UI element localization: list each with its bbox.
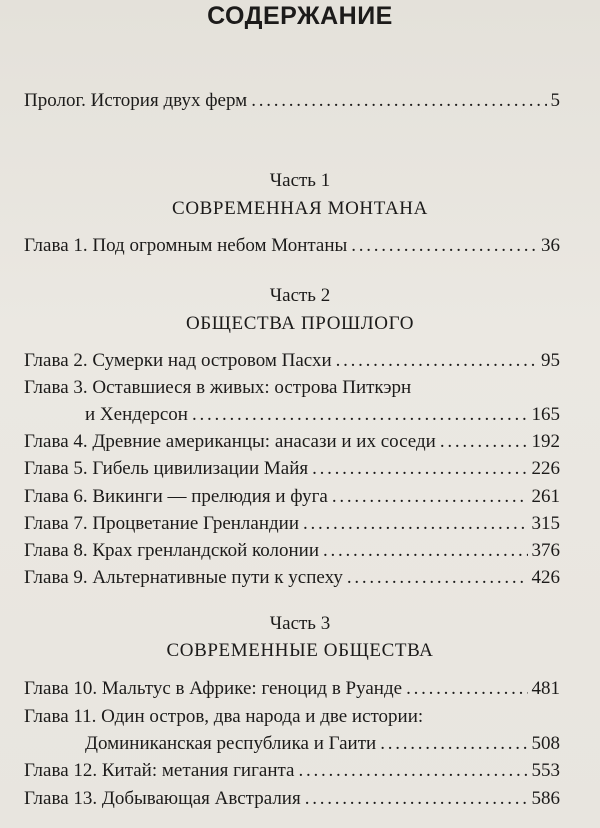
dot-leader	[303, 513, 527, 535]
toc-entry	[24, 760, 560, 786]
entry-label: Глава 4. Древние американцы: анасази и их соседи	[24, 431, 436, 452]
toc-entry	[24, 513, 560, 539]
dot-leader	[440, 431, 528, 453]
entry-page-number: 95	[541, 350, 560, 371]
dot-leader	[332, 486, 528, 508]
entry-label: и Хендерсон	[85, 404, 188, 425]
toc-entry	[24, 486, 560, 512]
entry-label: Глава 5. Гибель цивилизации Майя	[24, 458, 309, 479]
dot-leader	[380, 733, 527, 755]
toc-entry	[24, 678, 560, 704]
entry-label: Глава 12. Китай: метания гиганта	[24, 760, 295, 781]
entry-label: Глава 13. Добывающая Австралия	[24, 788, 301, 809]
entry-label: Глава 9. Альтернативные пути к успеху	[24, 567, 343, 588]
entry-label: Глава 6. Викинги — прелюдия и фуга	[24, 486, 328, 507]
toc-entry-prologue	[24, 90, 560, 116]
toc-entry	[24, 567, 560, 593]
part-number: Часть 3	[269, 613, 331, 634]
dot-leader	[336, 350, 537, 372]
entry-label: Глава 2. Сумерки над островом Пасхи	[24, 350, 332, 371]
dot-leader	[347, 567, 528, 589]
toc-entry	[24, 350, 560, 376]
entry-page-number: 586	[531, 788, 560, 809]
entry-label: Глава 3. Оставшиеся в живых: острова Питкэрн	[24, 377, 412, 398]
dot-leader	[192, 404, 528, 426]
toc-entry	[24, 377, 560, 403]
dot-leader	[312, 458, 527, 480]
entry-page-number: 261	[531, 486, 560, 507]
entry-label: Глава 1. Под огромным небом Монтаны	[24, 235, 348, 256]
entry-page-number: 226	[531, 458, 560, 479]
part-number: Часть 2	[269, 285, 331, 306]
dot-leader	[406, 678, 527, 700]
toc-entry	[24, 235, 560, 261]
dot-leader	[298, 760, 527, 782]
entry-label: Доминиканская республика и Гаити	[85, 733, 377, 754]
entry-page-number: 5	[550, 90, 560, 111]
toc-entry	[24, 788, 560, 814]
part-title: СОВРЕМЕННЫЕ ОБЩЕСТВА	[166, 640, 434, 661]
part-title: ОБЩЕСТВА ПРОШЛОГО	[185, 313, 415, 334]
entry-label: Пролог. История двух ферм	[24, 90, 248, 111]
entry-page-number: 36	[541, 235, 560, 256]
entry-page-number: 481	[531, 678, 560, 699]
entry-page-number: 426	[531, 567, 560, 588]
toc-entry	[24, 706, 560, 732]
toc-entry-continuation	[85, 733, 560, 759]
toc-entry	[24, 431, 560, 457]
toc-entry	[24, 540, 560, 566]
toc-entry-continuation	[85, 404, 560, 430]
entry-label: Глава 10. Мальтус в Африке: геноцид в Руанде	[24, 678, 403, 699]
part-number: Часть 1	[269, 170, 331, 191]
entry-page-number: 192	[531, 431, 560, 452]
entry-page-number: 508	[531, 733, 560, 754]
entry-label: Глава 8. Крах гренландской колонии	[24, 540, 319, 561]
dot-leader	[351, 235, 537, 257]
contents-heading: СОДЕРЖАНИЕ	[207, 2, 393, 30]
entry-page-number: 553	[531, 760, 560, 781]
entry-label: Глава 11. Один остров, два народа и две истории:	[24, 706, 424, 727]
toc-entry	[24, 458, 560, 484]
dot-leader	[323, 540, 528, 562]
dot-leader	[305, 788, 528, 810]
dot-leader	[251, 90, 546, 112]
entry-page-number: 165	[531, 404, 560, 425]
entry-page-number: 376	[531, 540, 560, 561]
entry-page-number: 315	[531, 513, 560, 534]
part-title: СОВРЕМЕННАЯ МОНТАНА	[172, 198, 428, 219]
entry-label: Глава 7. Процветание Гренландии	[24, 513, 300, 534]
